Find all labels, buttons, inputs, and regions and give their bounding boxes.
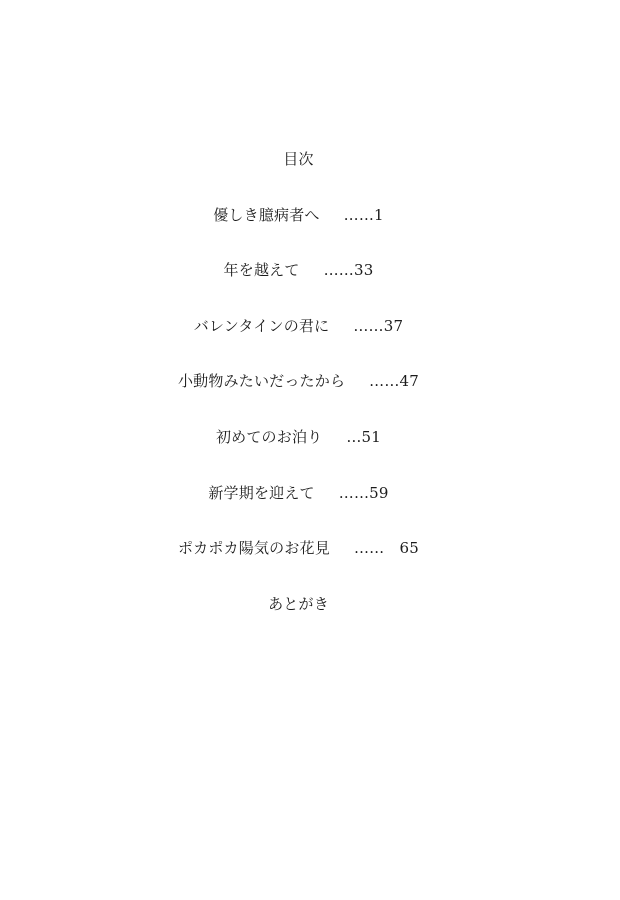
toc-entry-page: ……1 <box>343 205 384 224</box>
toc-entry <box>0 466 597 522</box>
toc-entry-page: ……47 <box>369 372 420 391</box>
toc-entry-title: 優しき臆病者へ <box>213 205 320 224</box>
toc-entry-title: 新学期を迎えて <box>208 483 315 502</box>
toc-heading: 目次 <box>283 150 314 168</box>
toc-entry-page: ……59 <box>338 483 389 502</box>
toc-entry <box>0 521 597 577</box>
toc-entry-title: バレンタインの君に <box>193 316 330 335</box>
toc-entry-title: 小動物みたいだったから <box>177 372 346 391</box>
toc-entry-page: ……33 <box>323 261 374 280</box>
toc-entry-page: ……37 <box>353 316 404 335</box>
toc-entry <box>0 243 597 299</box>
toc-entry-page: …… 65 <box>353 539 420 558</box>
toc-entry <box>0 354 597 410</box>
toc-entry-title: ポカポカ陽気のお花見 <box>177 539 330 558</box>
toc-entry-title: 初めてのお泊り <box>215 427 323 446</box>
toc-entry <box>0 299 597 355</box>
toc-entry-page: …51 <box>346 427 382 446</box>
table-of-contents <box>0 132 597 632</box>
toc-entry-title: 年を越えて <box>223 261 300 280</box>
toc-entry <box>0 188 597 244</box>
toc-afterword: あとがき <box>268 594 329 613</box>
toc-entry <box>0 410 597 466</box>
